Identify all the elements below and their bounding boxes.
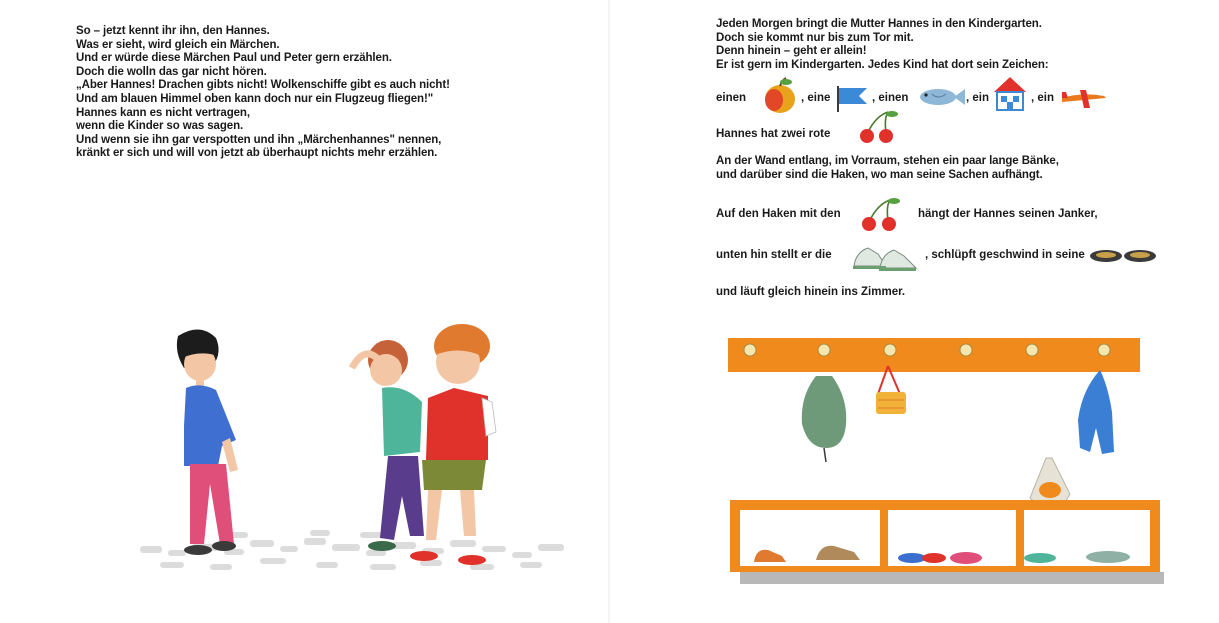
- symbols-word: , ein: [1031, 92, 1055, 104]
- text-line: Jeden Morgen bringt die Mutter Hannes in den Kindergarten.: [716, 18, 1042, 30]
- right-intro-text: [716, 18, 1176, 72]
- cherries-icon: [856, 110, 898, 144]
- cloakroom-illustration: [720, 330, 1170, 590]
- text-line: „Aber Hannes! Drachen gibts nicht! Wolkenschiffe gibt es auch nicht!: [76, 79, 450, 92]
- airplane-icon: [1058, 84, 1108, 110]
- symbols-word: , ein: [966, 92, 990, 104]
- text-line: kränkt er sich und will von jetzt ab überhaupt nichts mehr erzählen.: [76, 147, 438, 160]
- text-line: So – jetzt kennt ihr ihn, den Hannes.: [76, 25, 270, 37]
- cherries-text: Hannes hat zwei rote: [716, 128, 831, 140]
- text-line: Hannes kann es nicht vertragen,: [76, 106, 250, 119]
- cherries-icon: [858, 196, 902, 232]
- text-line: wenn die Kinder so was sagen.: [76, 120, 244, 133]
- hook-rail: [728, 338, 1140, 372]
- text-line: Und wenn sie ihn gar verspotten und ihn „Märchenhannes" nennen,: [76, 133, 442, 146]
- shoe-bench: [730, 500, 1164, 584]
- house-icon: [991, 74, 1029, 112]
- text-line: Und am blauen Himmel oben kann doch nur ein Flugzeug fliegen!": [76, 92, 434, 105]
- fish-icon: [916, 86, 966, 108]
- text-line: Doch sie kommt nur bis zum Tor mit.: [716, 31, 914, 44]
- text-line: Er ist gern im Kindergarten. Jedes Kind hat dort sein Zeichen:: [716, 58, 1049, 71]
- left-page-text: [76, 25, 516, 161]
- shoes-text-before: unten hin stellt er die: [716, 249, 832, 261]
- text-line: Was er sieht, wird gleich ein Märchen.: [76, 38, 280, 51]
- wall-text: [716, 155, 1176, 182]
- sneakers-icon: [850, 238, 920, 274]
- hanging-bag: [802, 376, 846, 448]
- shoes-in-bench: [754, 546, 1130, 564]
- boy-paul: [352, 340, 424, 551]
- hanging-basket: [876, 366, 906, 414]
- symbols-word: , einen: [872, 92, 909, 104]
- text-line: Denn hinein – geht er allein!: [716, 45, 867, 58]
- apple-icon: [760, 76, 800, 116]
- text-line: und darüber sind die Haken, wo man seine Sachen aufhängt.: [716, 168, 1043, 181]
- hook-text-before: Auf den Haken mit den: [716, 208, 841, 220]
- symbols-word: einen: [716, 92, 747, 104]
- hook-text-after: hängt der Hannes seinen Janker,: [918, 208, 1098, 220]
- blue-jacket: [1078, 370, 1114, 454]
- text-line: Und er würde diese Märchen Paul und Peter gern erzählen.: [76, 52, 392, 65]
- boys-illustration: [120, 318, 590, 578]
- boy-hannes: [177, 329, 238, 555]
- last-line-text: und läuft gleich hinein ins Zimmer.: [716, 286, 906, 298]
- text-line: An der Wand entlang, im Vorraum, stehen ein paar lange Bänke,: [716, 155, 1059, 167]
- plastic-bag: [1030, 458, 1070, 505]
- symbols-word: , eine: [801, 92, 831, 104]
- shoes-text-after: , schlüpft geschwind in seine: [925, 249, 1085, 261]
- slippers-icon: [1088, 244, 1160, 268]
- text-line: Doch die wolln das gar nicht hören.: [76, 65, 267, 78]
